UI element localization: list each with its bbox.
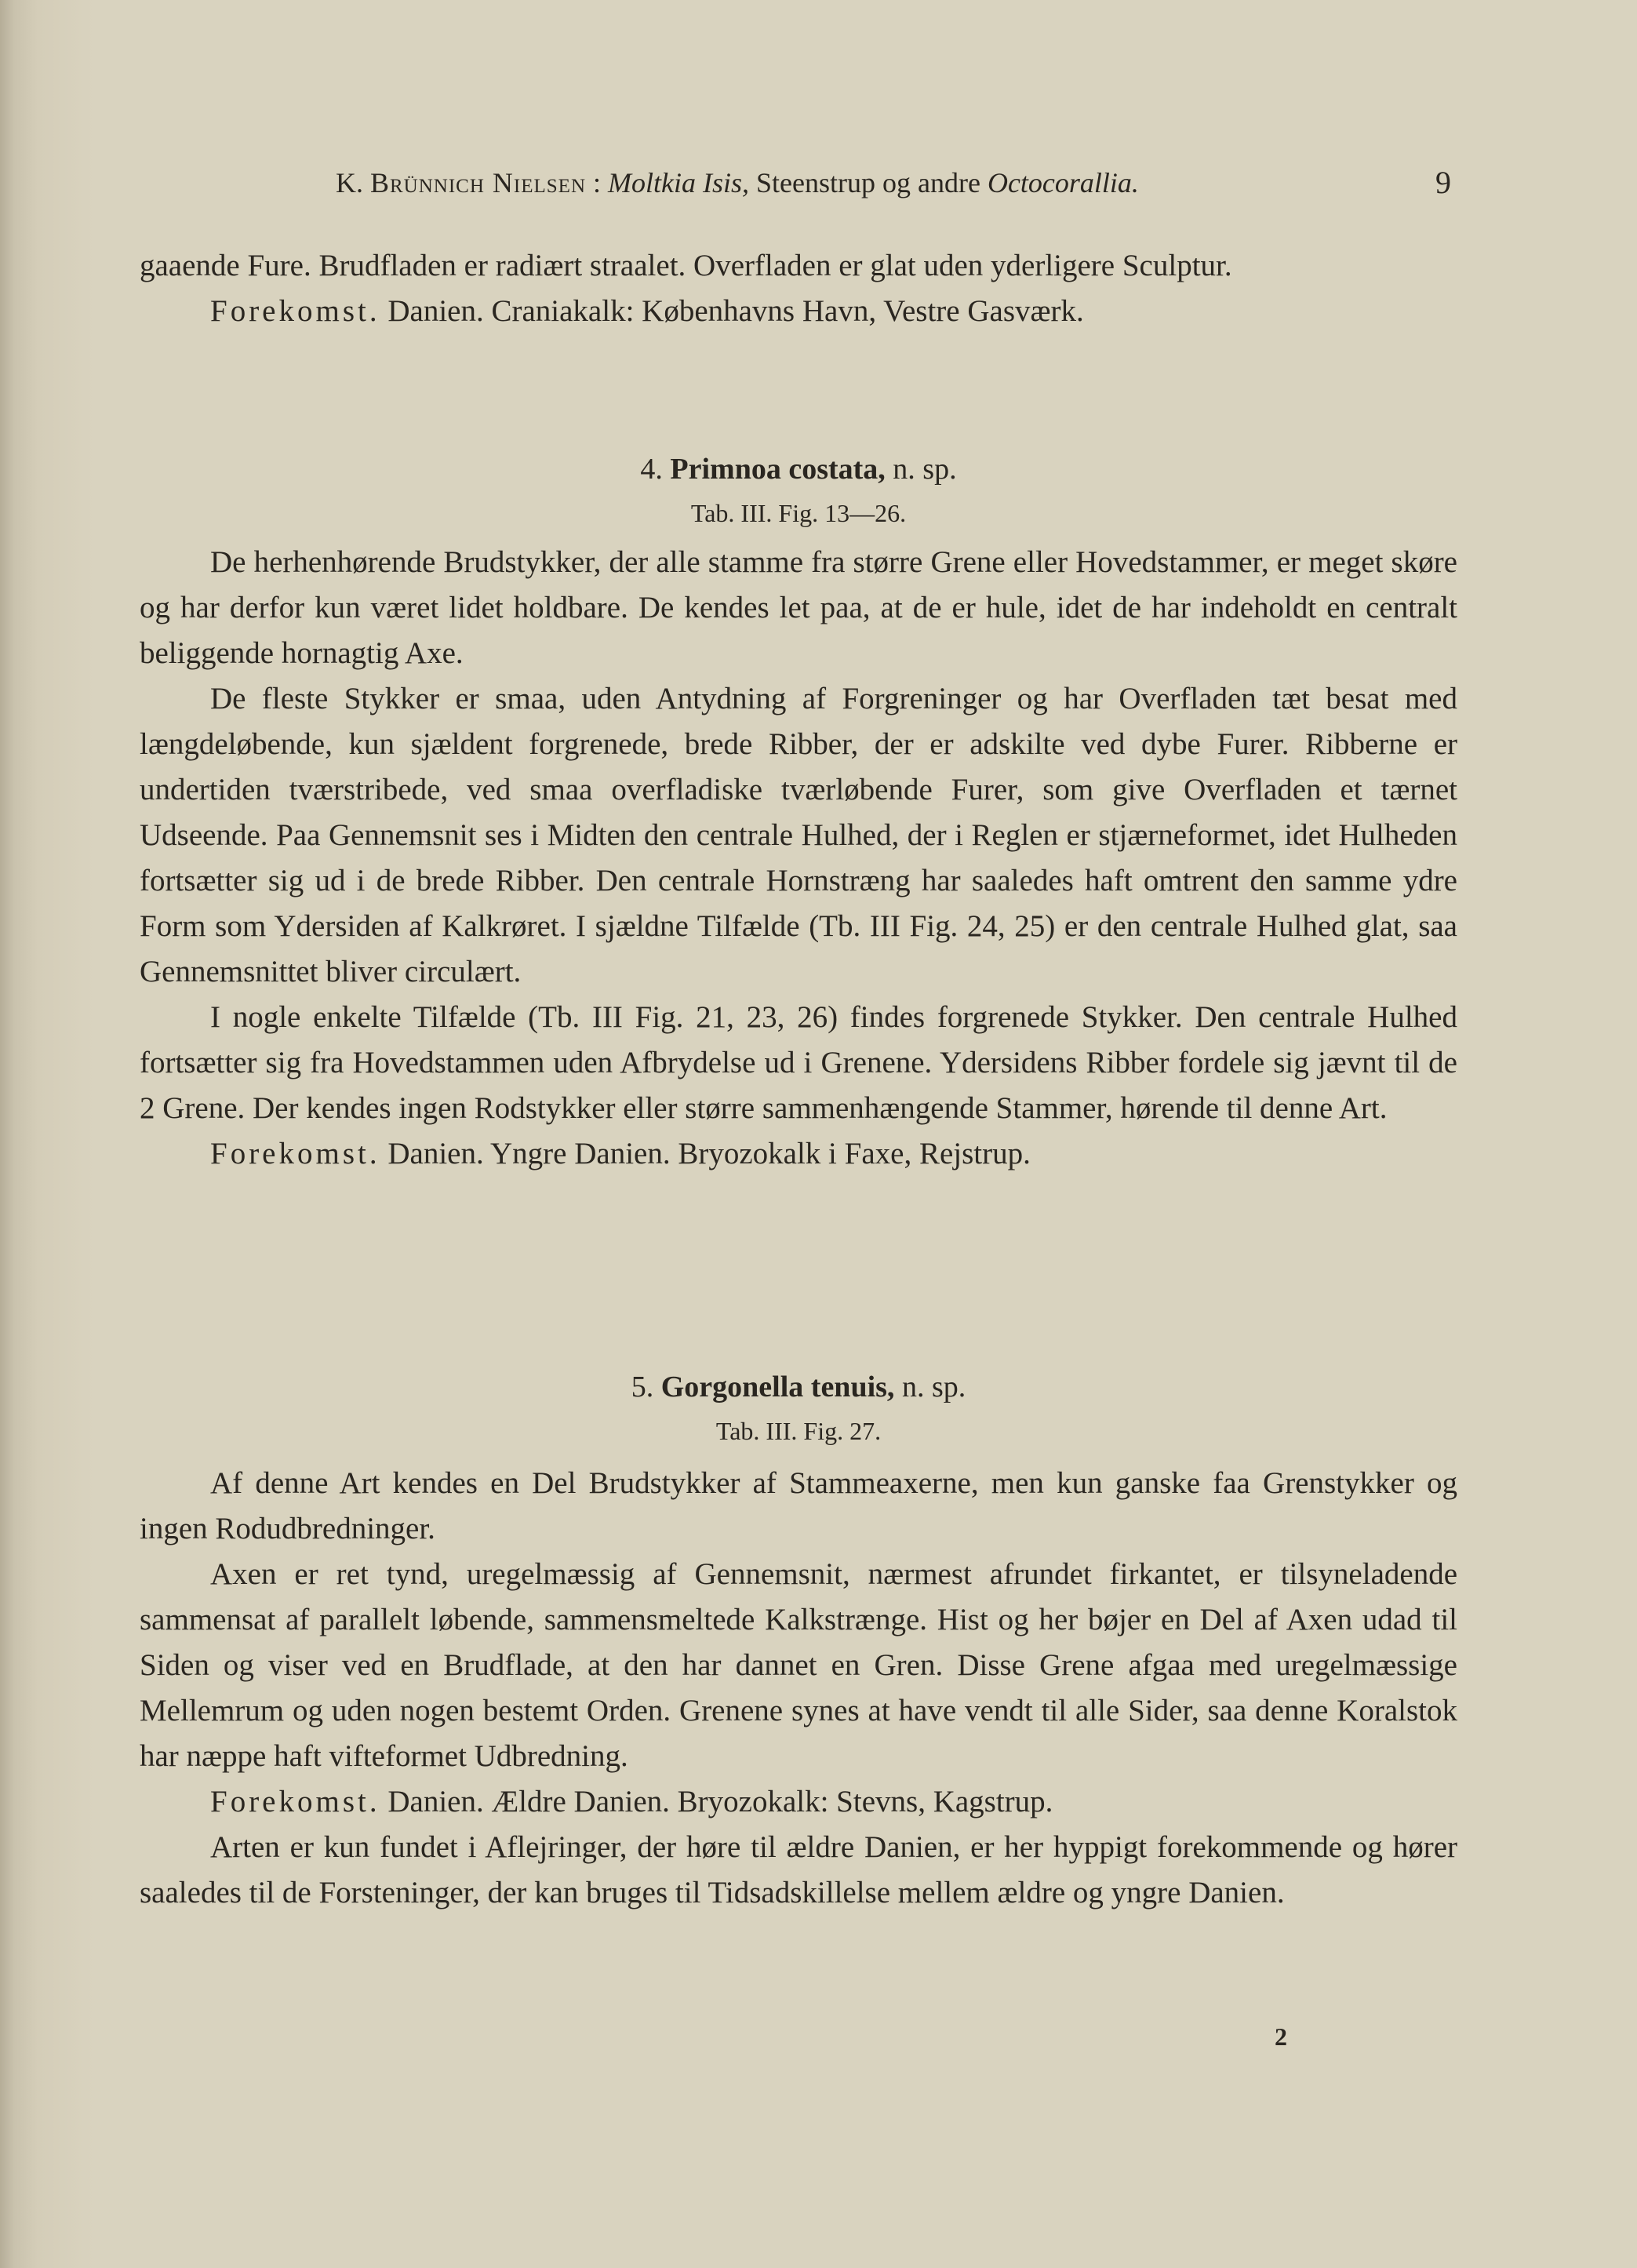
paragraph: Arten er kun fundet i Aflejringer, der høre til ældre Danien, er her hyppigt forekommende og hører saaledes til de Forsteninger, der kan bruges til Tidsadskillelse mellem ældre og yngre Danien.: [140, 1830, 1457, 1909]
header-separator: :: [593, 167, 602, 198]
occurrence-text: Danien. Craniakalk: Københavns Havn, Vestre Gasværk.: [387, 294, 1084, 328]
species-name: Primnoa costata,: [670, 453, 886, 486]
species-heading-4: [140, 447, 1457, 491]
species-name: Gorgonella tenuis,: [660, 1371, 895, 1403]
occurrence-text: Danien. Yngre Danien. Bryozokalk i Faxe, Rejstrup.: [387, 1137, 1031, 1170]
section-5-body: [140, 1461, 1457, 1916]
paragraph: Af denne Art kendes en Del Brudstykker af Stammeaxerne, men kun ganske faa Grenstykker og ingen Rodudbredninger.: [140, 1466, 1457, 1545]
signature-mark: 2: [1275, 2022, 1287, 2051]
running-header: [336, 163, 1459, 202]
intro-paragraph: gaaende Fure. Brudfladen er radiært straalet. Overfladen er glat uden yderligere Sculptur.: [140, 249, 1232, 282]
occurrence-text: Danien. Ældre Danien. Bryozokalk: Stevns, Kagstrup.: [387, 1785, 1053, 1818]
occurrence-label: Forekomst.: [210, 294, 380, 328]
paragraph: De fleste Stykker er smaa, uden Antydning af Forgreninger og har Overfladen tæt besat med længdeløbende, kun sjældent forgrenede, brede Ribber, der er adskilte ved dybe Furer. Ribberne er undertiden tværstribede, ved smaa overfladiske tværløbende Furer, som give Overfladen et tærnet Udseende. Paa Gennemsnit ses i Midten den centrale Hulhed, der i Reglen er stjærneformet, idet Hulheden fortsætter sig ud i de brede Ribber. Den centrale Hornstræng har saaledes haft omtrent den samme ydre Form som Ydersiden af Kalkrøret. I sjældne Tilfælde (Tb. III Fig. 24, 25) er den centrale Hulhed glat, saa Gennemsnittet bliver circulært.: [140, 682, 1457, 988]
paragraph: Axen er ret tynd, uregelmæssig af Gennemsnit, nærmest afrundet firkantet, er tilsyneladende sammensat af parallelt løbende, sammensmeltede Kalkstrænge. Hist og her bøjer en Del af Axen udad til Siden og viser ved en Brudflade, at den har dannet en Gren. Disse Grene afgaa med uregelmæssige Mellemrum og uden nogen bestemt Orden. Grenene synes at have vendt til alle Sider, saa denne Koralstok har næppe haft vifteformet Udbredning.: [140, 1557, 1457, 1773]
author-initial: K.: [336, 167, 363, 198]
header-middle: Steenstrup og andre: [756, 167, 980, 198]
page-number: 9: [1435, 165, 1451, 200]
occurrence-label: Forekomst.: [210, 1137, 380, 1170]
species-heading-5: [140, 1365, 1457, 1409]
intro-occurrence: [140, 289, 1457, 334]
running-header-text: [336, 163, 1139, 202]
author-name: Brünnich Nielsen: [370, 167, 586, 198]
genus-moltkia: Moltkia: [608, 167, 696, 198]
group-octocorallia: Octocorallia.: [987, 167, 1139, 198]
species-number: 4.: [640, 453, 663, 486]
species-isis: Isis,: [703, 167, 750, 198]
species-suffix: n. sp.: [893, 453, 957, 486]
plate-reference-5: Tab. III. Fig. 27.: [715, 1417, 882, 1445]
plate-reference-4: Tab. III. Fig. 13—26.: [690, 499, 907, 527]
species-suffix: n. sp.: [901, 1371, 966, 1403]
occurrence-label: Forekomst.: [210, 1785, 380, 1818]
paragraph: I nogle enkelte Tilfælde (Tb. III Fig. 21, 23, 26) findes forgrenede Stykker. Den centrale Hulhed fortsætter sig fra Hovedstammen uden Afbrydelse ud i Grenene. Ydersidens Ribber fordele sig jævnt til de 2 Grene. Der kendes ingen Rodstykker eller større sammenhængende Stammer, hørende til denne Art.: [140, 1000, 1457, 1125]
section-4-body: [140, 540, 1457, 1177]
species-number: 5.: [631, 1371, 654, 1403]
section-5-occurrence: [140, 1779, 1457, 1825]
section-4-occurrence: [140, 1131, 1457, 1177]
paragraph: De herhenhørende Brudstykker, der alle stamme fra større Grene eller Hovedstammer, er meget skøre og har derfor kun været lidet holdbare. De kendes let paa, at de er hule, idet de har indeholdt en centralt beliggende hornagtig Axe.: [140, 545, 1457, 670]
intro-block: [140, 243, 1457, 334]
